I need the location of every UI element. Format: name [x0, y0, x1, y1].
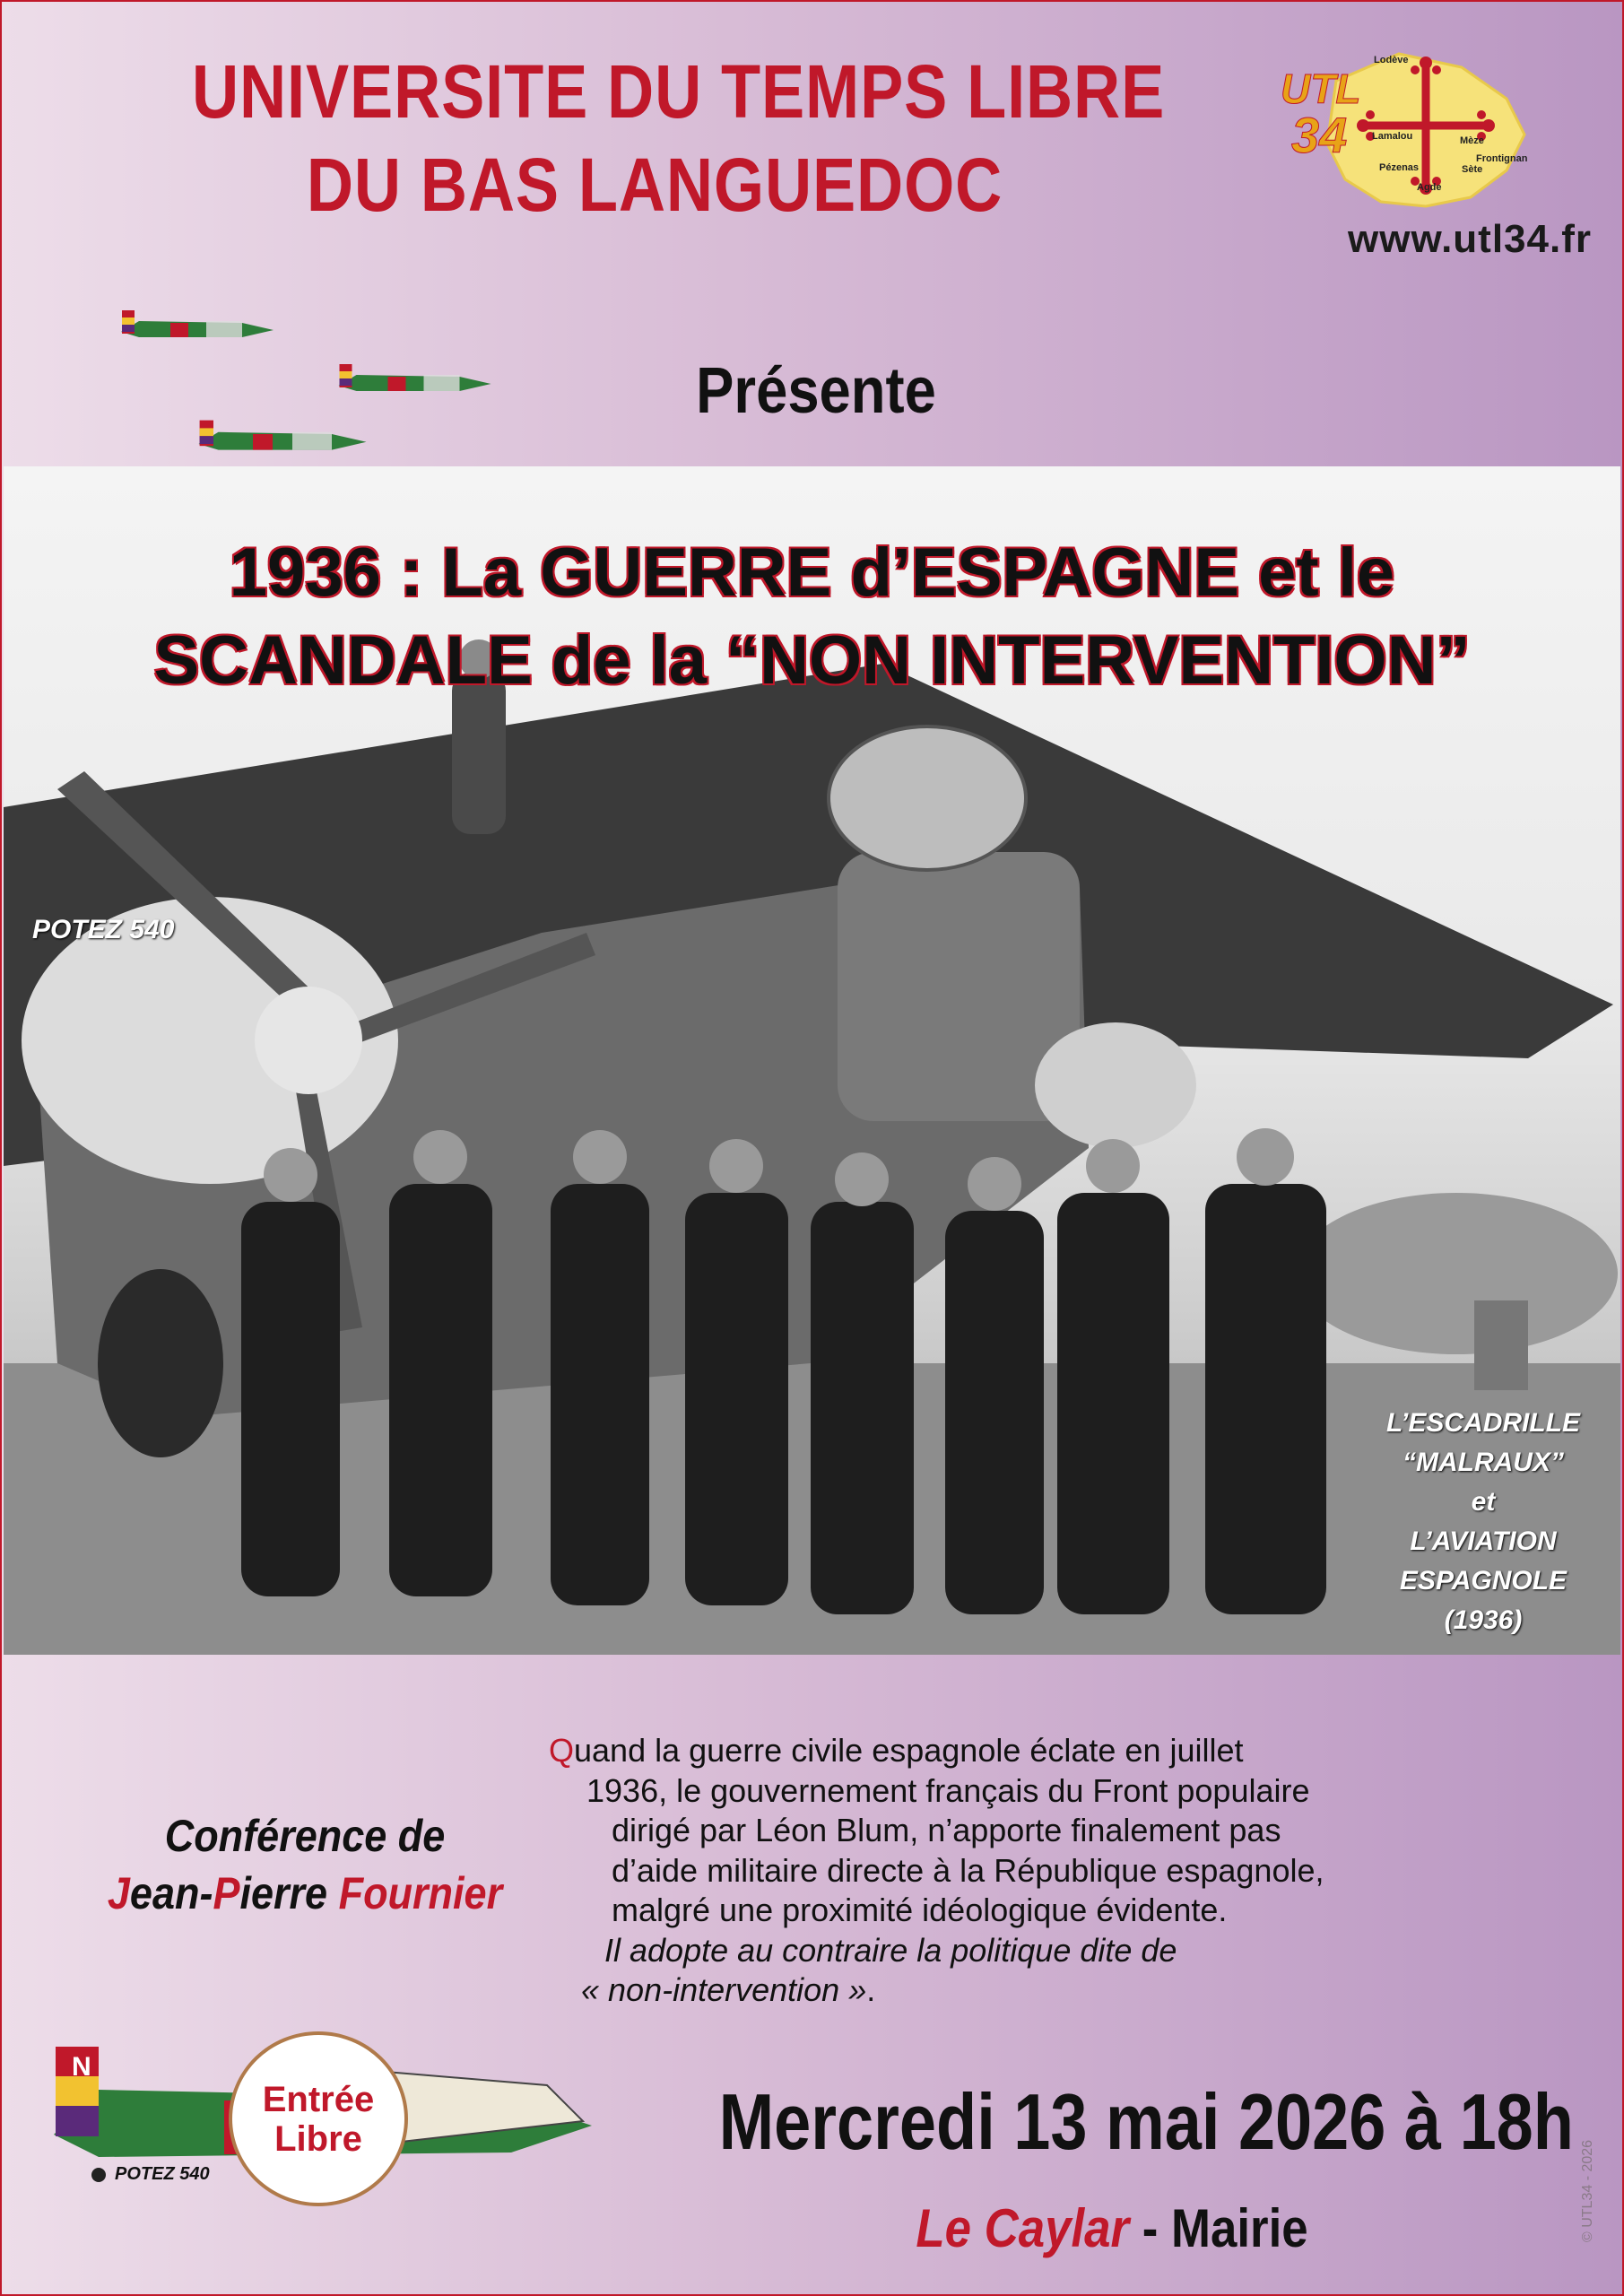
organization-title	[192, 45, 1166, 231]
plane-label: POTEZ 540	[115, 2164, 210, 2184]
caption-line: et	[1471, 1487, 1496, 1517]
website-link[interactable]: www.utl34.fr	[1348, 217, 1592, 261]
logo-town: Lamalou	[1372, 131, 1413, 142]
event-town: Le Caylar	[916, 2198, 1130, 2258]
plane-illustration	[117, 305, 278, 350]
event-venue: - Mairie	[1129, 2198, 1308, 2258]
headline-line1: 1936 : La GUERRE d’ESPAGNE et le	[229, 535, 1395, 611]
plane-illustration	[193, 414, 372, 464]
svg-text:N: N	[72, 2052, 91, 2082]
svg-text:UTL: UTL	[1281, 65, 1361, 112]
logo-town: Agde	[1417, 182, 1442, 193]
logo-town: Frontignan	[1476, 153, 1528, 164]
caption-line: L’AVIATION	[1410, 1526, 1557, 1556]
description-text: Quand la guerre civile espagnole éclate en juillet 1936, le gouvernement français du Front populaire dirigé par Léon Blum, n’apporte finalement pas d’aide militaire directe à la République espagnole, malgré une proximité idéologique évidente. Il adopte au contraire la politique dite de « non-intervention ».	[549, 1732, 1324, 2008]
drop-letter: Q	[549, 1732, 575, 1769]
speaker-name: Jean-Pierre Fournier	[107, 1868, 503, 1918]
caption-line: ESPAGNOLE	[1399, 1566, 1568, 1596]
copyright-notice: © UTL34 - 2026	[1580, 2139, 1595, 2242]
presente-label: Présente	[696, 355, 936, 427]
event-date: Mercredi 13 mai 2026 à 18h	[718, 2077, 1574, 2166]
headline-line2: SCANDALE de la “NON INTERVENTION”	[153, 622, 1471, 699]
conference-label: Conférence de	[164, 1811, 446, 1861]
org-title-line1: UNIVERSITE DU TEMPS LIBRE	[192, 49, 1166, 134]
caption-line: L’ESCADRILLE	[1385, 1408, 1581, 1438]
conference-block	[71, 1807, 539, 1922]
entry-line1: Entrée	[262, 2079, 375, 2119]
entry-line2: Libre	[274, 2118, 362, 2159]
logo-town: Lodève	[1374, 55, 1409, 65]
logo-town: Mèze	[1460, 135, 1484, 146]
utl34-logo	[1273, 27, 1542, 224]
headline	[4, 529, 1620, 705]
logo-town: Pézenas	[1379, 162, 1420, 173]
svg-text:34: 34	[1291, 107, 1348, 163]
caption-escadrille	[1353, 1404, 1613, 1640]
event-place	[828, 2197, 1396, 2259]
historical-photo	[4, 466, 1620, 1655]
caption-potez: POTEZ 540	[32, 915, 175, 944]
org-title-line2: DU BAS LANGUEDOC	[306, 143, 1003, 227]
caption-line: (1936)	[1444, 1605, 1523, 1635]
logo-town: Sète	[1462, 164, 1483, 175]
plane-illustration	[332, 359, 498, 404]
entry-badge	[229, 2031, 408, 2206]
caption-line: “MALRAUX”	[1403, 1448, 1564, 1477]
